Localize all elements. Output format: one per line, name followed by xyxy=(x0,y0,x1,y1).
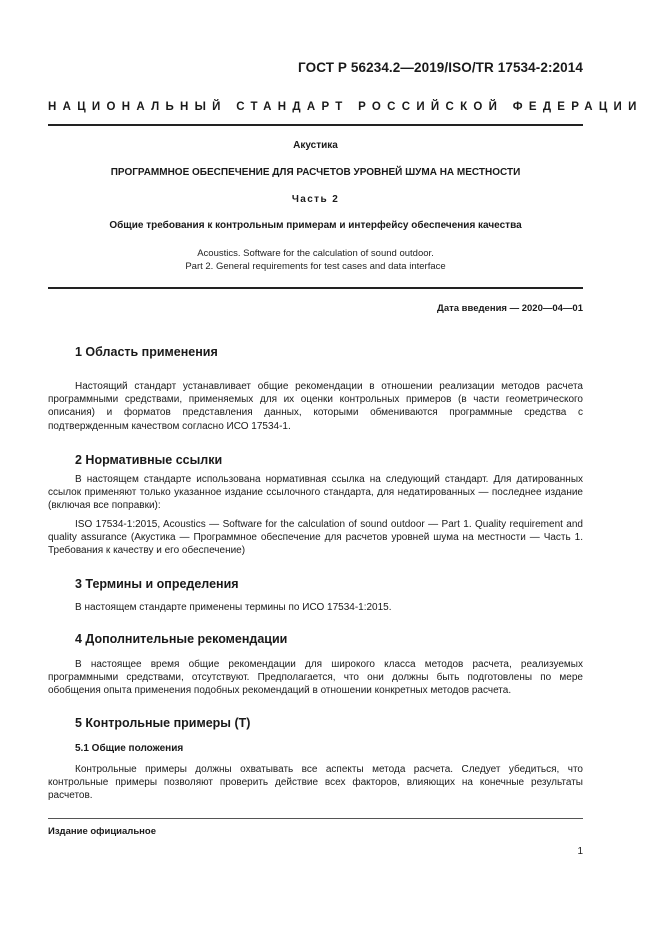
section-4-heading: 4 Дополнительные рекомендации xyxy=(75,632,288,646)
official-edition-label: Издание официальное xyxy=(48,826,156,837)
title-rule xyxy=(48,287,583,289)
national-standard-heading: НАЦИОНАЛЬНЫЙ СТАНДАРТ РОССИЙСКОЙ ФЕДЕРАЦИИ xyxy=(48,101,643,113)
english-title-line-2: Part 2. General requirements for test cases and data interface xyxy=(185,261,446,272)
footer-rule xyxy=(48,818,583,819)
section-1-heading: 1 Область применения xyxy=(75,345,218,359)
page-number: 1 xyxy=(577,846,583,857)
english-title-line-1: Acoustics. Software for the calculation of sound outdoor. xyxy=(197,248,434,259)
section-2-paragraph-2: ISO 17534-1:2015, Acoustics — Software for the calculation of sound outdoor — Part 1. Quality requirement and quality assurance (Акустика — Программное обеспечение для расчетов уровней шума на местности — Часть 1. Требования к качеству и его обеспечение) xyxy=(48,519,583,557)
section-5-1-text: Контрольные примеры должны охватывать все аспекты метода расчета. Следует убедиться, что контрольные примеры позволяют проверить действие всех факторов, влияющих на конечные результаты расчетов. xyxy=(48,764,583,802)
header-rule xyxy=(48,124,583,126)
section-3-heading: 3 Термины и определения xyxy=(75,577,239,591)
introduction-date: Дата введения — 2020—04—01 xyxy=(437,303,583,314)
document-subtitle: Общие требования к контрольным примерам и интерфейсу обеспечения качества xyxy=(109,220,522,231)
section-1-text: Настоящий стандарт устанавливает общие рекомендации в отношении реализации методов расчета программными средствами, применяемых для их оценки контрольных примеров (в части геометрического описания) и форматов представления данных, которыми обмениваются программные средства с подтвержденным качеством согласно ИСО 17534-1. xyxy=(48,381,583,432)
section-3-text: В настоящем стандарте применены термины по ИСО 17534-1:2015. xyxy=(75,602,392,613)
document-part: Часть 2 xyxy=(291,194,340,205)
section-2-paragraph-1: В настоящем стандарте использована нормативная ссылка на следующий стандарт. Для датированных ссылок применяют только указанное издание ссылочного стандарта, для недатированных — последнее издание (включая все поправки): xyxy=(48,474,583,512)
section-5-1-heading: 5.1 Общие положения xyxy=(75,743,184,754)
section-5-heading: 5 Контрольные примеры (Т) xyxy=(75,716,251,730)
document-title: ПРОГРАММНОЕ ОБЕСПЕЧЕНИЕ ДЛЯ РАСЧЕТОВ УРОВНЕЙ ШУМА НА МЕСТНОСТИ xyxy=(110,167,521,178)
document-number: ГОСТ Р 56234.2—2019/ISO/TR 17534-2:2014 xyxy=(298,60,583,75)
section-2-heading: 2 Нормативные ссылки xyxy=(75,453,223,467)
section-4-text: В настоящее время общие рекомендации для широкого класса методов расчета, реализуемых программными средствами, отсутствуют. Предполагается, что они должны быть подготовлены по мере обобщения опыта применения подобных рекомендаций в отношении конкретных методов расчета. xyxy=(48,659,583,697)
document-page xyxy=(48,0,643,935)
document-subject: Акустика xyxy=(293,140,338,151)
